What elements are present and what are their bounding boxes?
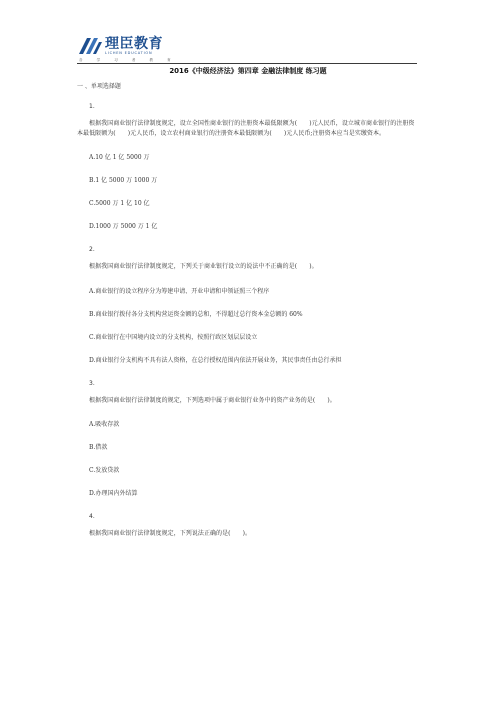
question-stem: 根据我国商业银行法律制度规定，下列关于商业银行设立的说法中不正确的是( )。 xyxy=(89,263,318,270)
question-number: 4. xyxy=(89,513,95,520)
question-number: 3. xyxy=(89,379,95,387)
option-a: A.商业银行的设立程序分为筹建申请、开业申请和申领证照三个程序 xyxy=(89,287,270,295)
logo-mark-icon xyxy=(77,36,103,56)
option-c: C.5000 万 1 亿 10 亿 xyxy=(89,200,150,207)
section-heading: 一 、单项选择题 xyxy=(77,83,121,90)
question-4 xyxy=(77,512,419,539)
option-b: B.1 亿 5000 万 1000 万 xyxy=(89,177,158,184)
option-d: D.办理国内外结算 xyxy=(89,490,138,497)
option-a: A.10 亿 1 亿 5000 万 xyxy=(89,154,150,161)
logo-tagline: 各 学 习 者 教 育 xyxy=(79,58,178,62)
option-c: C.发放贷款 xyxy=(89,467,120,474)
option-c: C.商业银行在中国境内设立的分支机构，按照行政区划层层设立 xyxy=(89,333,258,341)
option-d: D.商业银行分支机构不具有法人资格，在总行授权范围内依法开展业务，其民事责任由总行承担 xyxy=(89,356,342,364)
question-2 xyxy=(77,245,419,365)
option-b: B.借款 xyxy=(89,444,108,451)
option-d: D.1000 万 5000 万 1 亿 xyxy=(89,223,158,230)
option-b: B.商业银行拨付各分支机构营运资金额的总和，不得超过总行资本金总额的 60% xyxy=(89,310,303,318)
brand-logo xyxy=(77,36,187,64)
question-3 xyxy=(77,379,419,499)
question-1 xyxy=(77,102,419,231)
question-number: 1. xyxy=(89,103,95,110)
logo-subtitle: LICHEN EDUCATION xyxy=(105,51,153,55)
option-a: A.吸收存款 xyxy=(89,421,120,428)
logo-name: 理臣教育 xyxy=(105,36,163,52)
question-number: 2. xyxy=(89,246,95,253)
page-title: 2016《中级经济法》第四章 金融法律制度 练习题 xyxy=(169,67,327,75)
question-stem: 根据我国商业银行法律制度的规定，下列选项中属于商业银行业务中的资产业务的是( )。 xyxy=(89,396,336,404)
document-body xyxy=(77,82,419,554)
question-stem: 根据我国商业银行法律制度规定，下列说法正确的是( )。 xyxy=(89,530,252,537)
header-divider xyxy=(77,63,417,64)
question-stem: 根据我国商业银行法律制度规定，设立全国性商业银行的注册资本最低限额为( )元人民币，设立城市商业银行的注册资本最低限额为( )元人民币，设立农村商业银行的注册资本最低限额为( )元人民币;注册资本应当是实缴资本。 xyxy=(77,120,415,137)
